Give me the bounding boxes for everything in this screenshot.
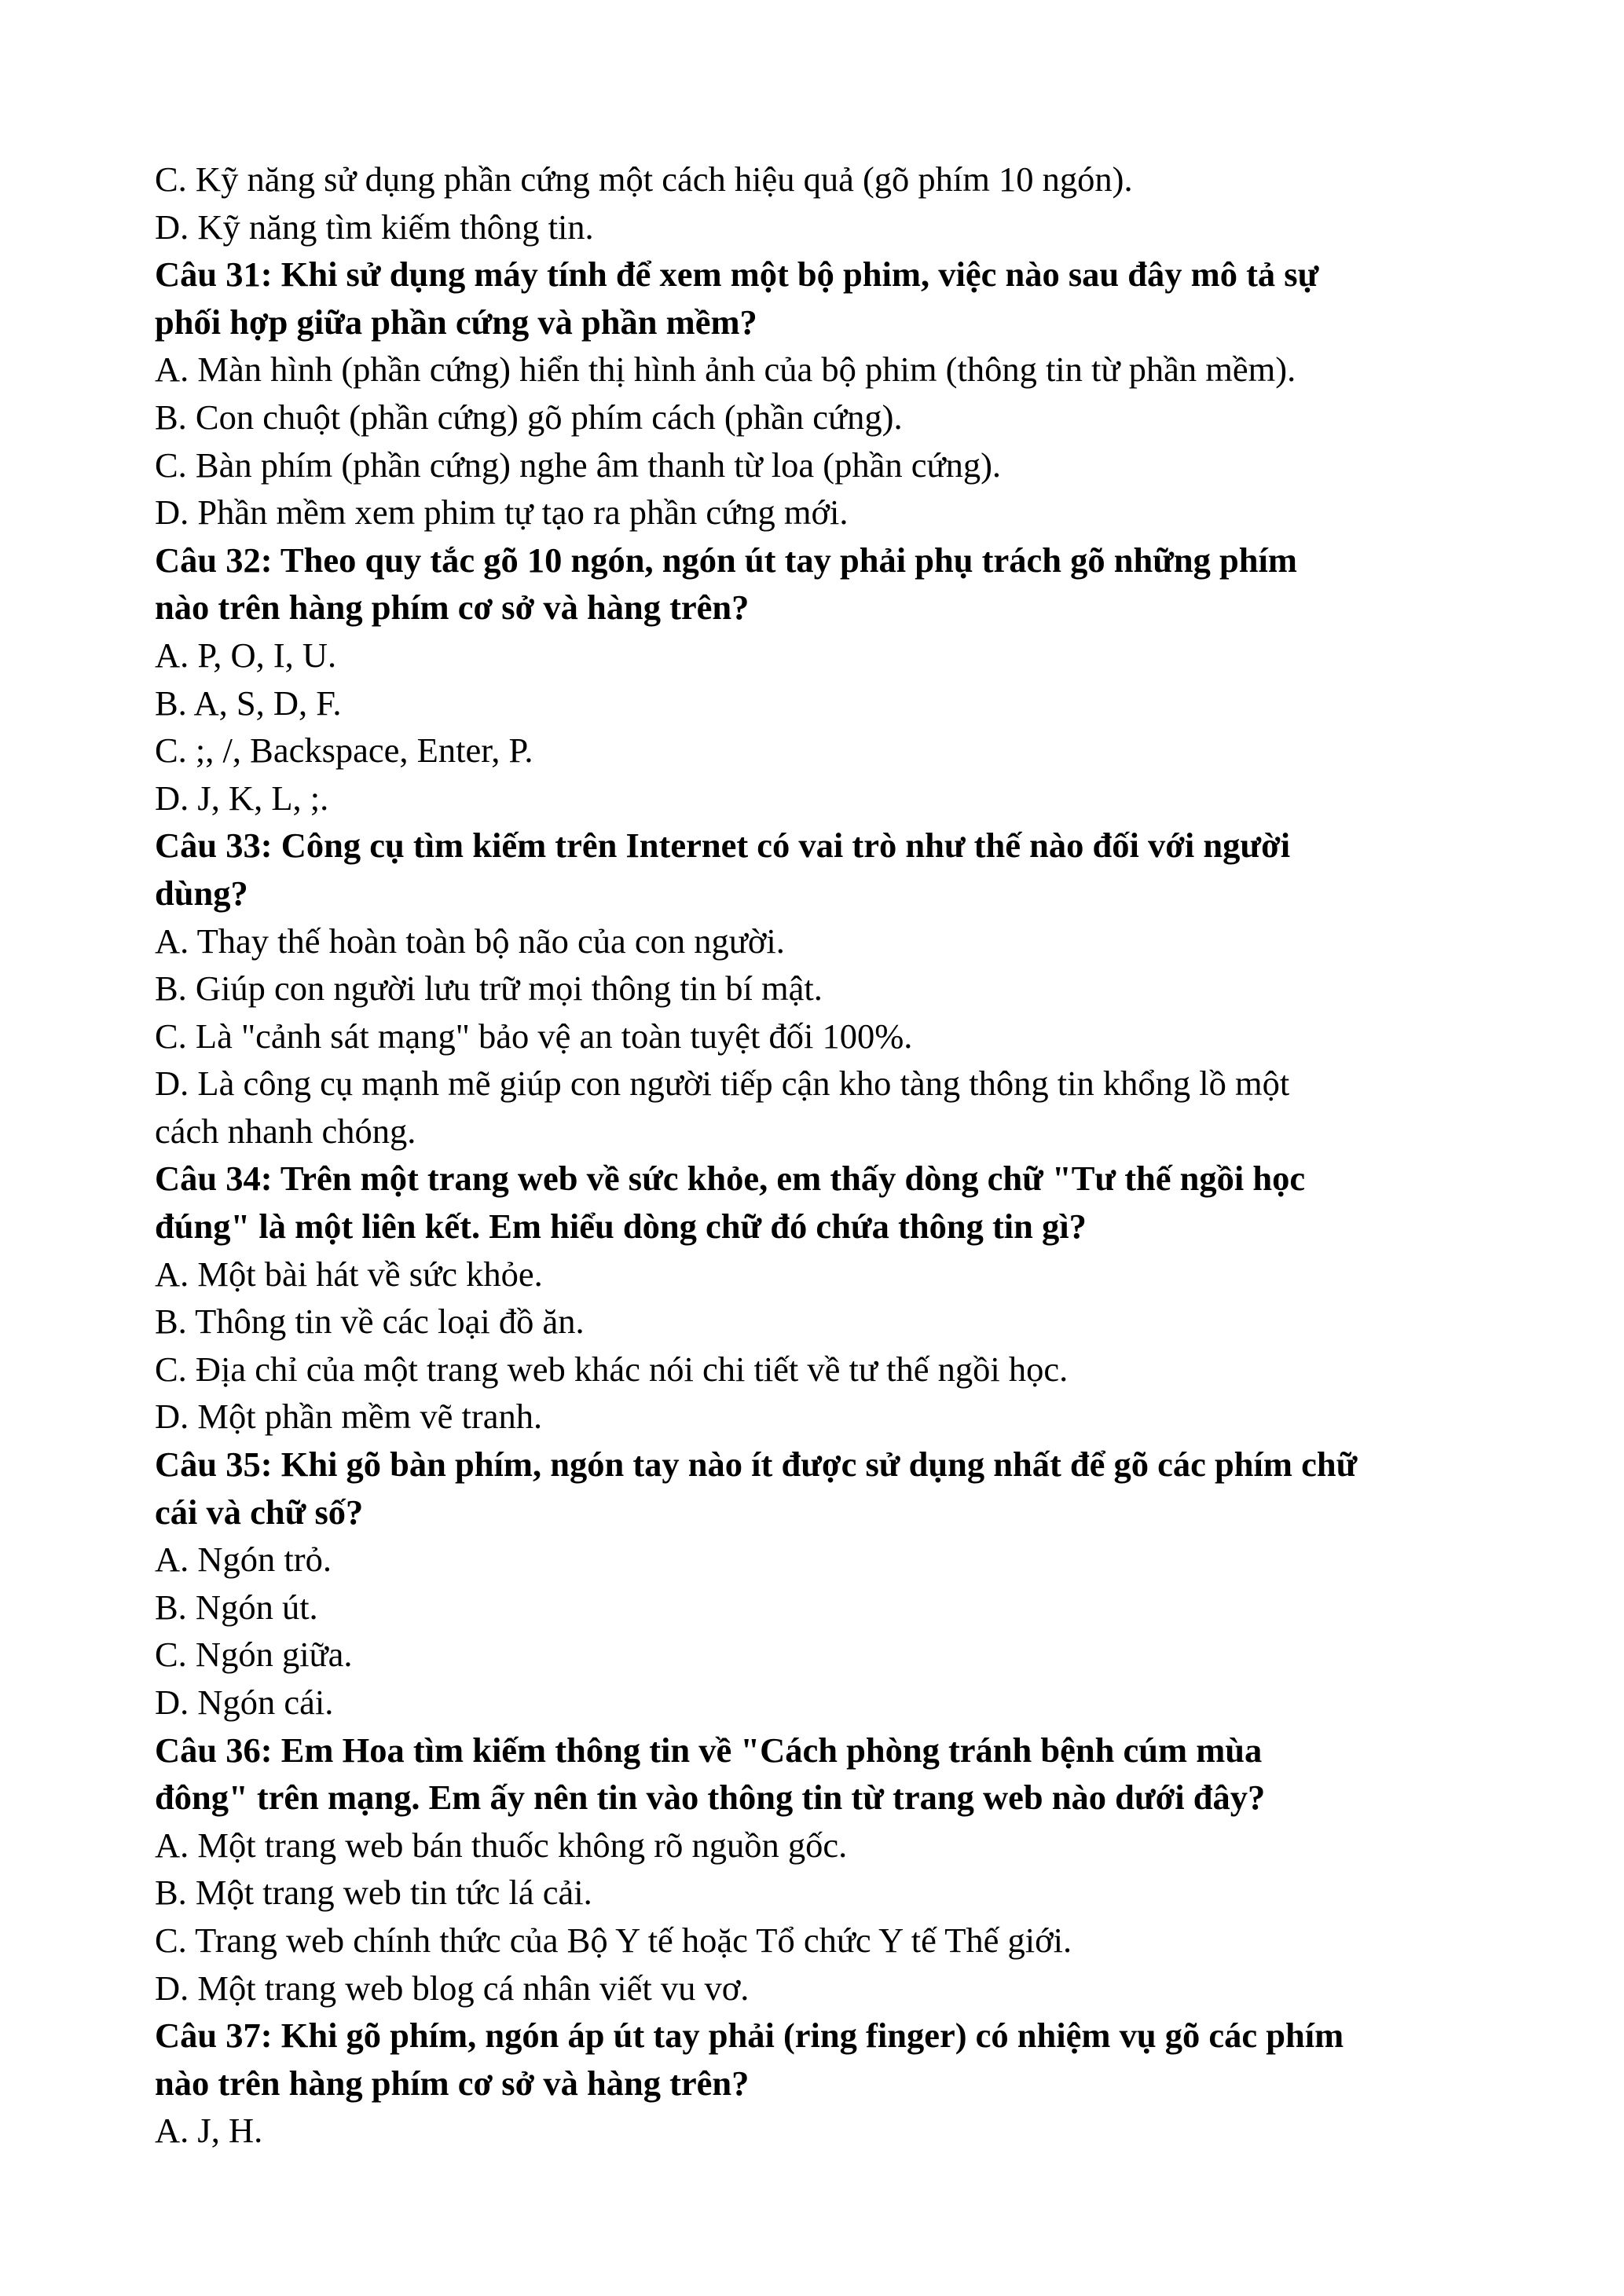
question-title-line: Câu 36: Em Hoa tìm kiếm thông tin về "Cách phòng tránh bệnh cúm mùa [155, 1730, 1263, 1770]
option-d: D. Một phần mềm vẽ tranh. [155, 1397, 543, 1437]
option-line: C. Kỹ năng sử dụng phần cứng một cách hiệu quả (gõ phím 10 ngón). [155, 159, 1133, 199]
question-title-line: đông" trên mạng. Em ấy nên tin vào thông tin từ trang web nào dưới đây? [155, 1778, 1266, 1818]
question-title-line: Câu 35: Khi gõ bàn phím, ngón tay nào ít được sử dụng nhất để gõ các phím chữ [155, 1445, 1358, 1485]
document-content [155, 156, 1490, 2155]
option-c: C. Là "cảnh sát mạng" bảo vệ an toàn tuyệt đối 100%. [155, 1016, 913, 1056]
question-title-line: nào trên hàng phím cơ sở và hàng trên? [155, 2063, 750, 2103]
question-title-line: Câu 33: Công cụ tìm kiếm trên Internet có vai trò như thế nào đối với người [155, 826, 1291, 866]
option-d: D. Là công cụ mạnh mẽ giúp con người tiếp cận kho tàng thông tin khổng lồ một [155, 1064, 1290, 1104]
previous-question-options [155, 156, 1490, 251]
question-title-line: phối hợp giữa phần cứng và phần mềm? [155, 302, 757, 342]
option-line: D. Kỹ năng tìm kiếm thông tin. [155, 207, 594, 247]
option-a: A. Một bài hát về sức khỏe. [155, 1254, 543, 1294]
question-title-line: Câu 37: Khi gõ phím, ngón áp út tay phải (ring finger) có nhiệm vụ gõ các phím [155, 2016, 1344, 2056]
option-a: A. P, O, I, U. [155, 635, 337, 675]
option-b: B. Con chuột (phần cứng) gõ phím cách (phần cứng). [155, 397, 903, 437]
option-c: C. Ngón giữa. [155, 1635, 353, 1675]
option-b: B. Một trang web tin tức lá cải. [155, 1873, 592, 1913]
question-title-line: Câu 32: Theo quy tắc gõ 10 ngón, ngón út tay phải phụ trách gõ những phím [155, 540, 1297, 580]
question-title-line: đúng" là một liên kết. Em hiểu dòng chữ đó chứa thông tin gì? [155, 1207, 1087, 1247]
question-36 [155, 1727, 1490, 2012]
option-d-continued: cách nhanh chóng. [155, 1111, 416, 1151]
option-c: C. Địa chỉ của một trang web khác nói chi tiết về tư thế ngồi học. [155, 1349, 1069, 1389]
question-title-line: nào trên hàng phím cơ sở và hàng trên? [155, 588, 750, 628]
option-c: C. Bàn phím (phần cứng) nghe âm thanh từ loa (phần cứng). [155, 445, 1002, 485]
option-b: B. Thông tin về các loại đồ ăn. [155, 1302, 585, 1342]
question-31 [155, 251, 1490, 536]
option-d: D. Phần mềm xem phim tự tạo ra phần cứng mới. [155, 493, 849, 533]
option-c: C. ;, /, Backspace, Enter, P. [155, 731, 533, 771]
question-32 [155, 536, 1490, 822]
option-a: A. Ngón trỏ. [155, 1540, 332, 1580]
question-35 [155, 1441, 1490, 1727]
question-title-line: dùng? [155, 873, 248, 913]
question-title-line: Câu 31: Khi sử dụng máy tính để xem một bộ phim, việc nào sau đây mô tả sự [155, 255, 1319, 295]
option-a: A. Thay thế hoàn toàn bộ não của con người. [155, 921, 785, 961]
question-33 [155, 822, 1490, 1155]
question-title-line: Câu 34: Trên một trang web về sức khỏe, em thấy dòng chữ "Tư thế ngồi học [155, 1159, 1306, 1199]
option-b: B. A, S, D, F. [155, 683, 342, 723]
option-d: D. Ngón cái. [155, 1683, 334, 1722]
option-d: D. Một trang web blog cá nhân viết vu vơ. [155, 1968, 750, 2008]
option-b: B. Ngón út. [155, 1587, 318, 1627]
option-b: B. Giúp con người lưu trữ mọi thông tin bí mật. [155, 969, 823, 1009]
question-34 [155, 1155, 1490, 1441]
question-title-line: cái và chữ số? [155, 1492, 364, 1532]
option-a: A. Một trang web bán thuốc không rõ nguồn gốc. [155, 1825, 848, 1865]
option-c: C. Trang web chính thức của Bộ Y tế hoặc Tổ chức Y tế Thế giới. [155, 1920, 1072, 1960]
option-d: D. J, K, L, ;. [155, 778, 329, 818]
option-a: A. Màn hình (phần cứng) hiển thị hình ảnh của bộ phim (thông tin từ phần mềm). [155, 350, 1296, 390]
question-37 [155, 2012, 1490, 2155]
option-a: A. J, H. [155, 2111, 263, 2151]
